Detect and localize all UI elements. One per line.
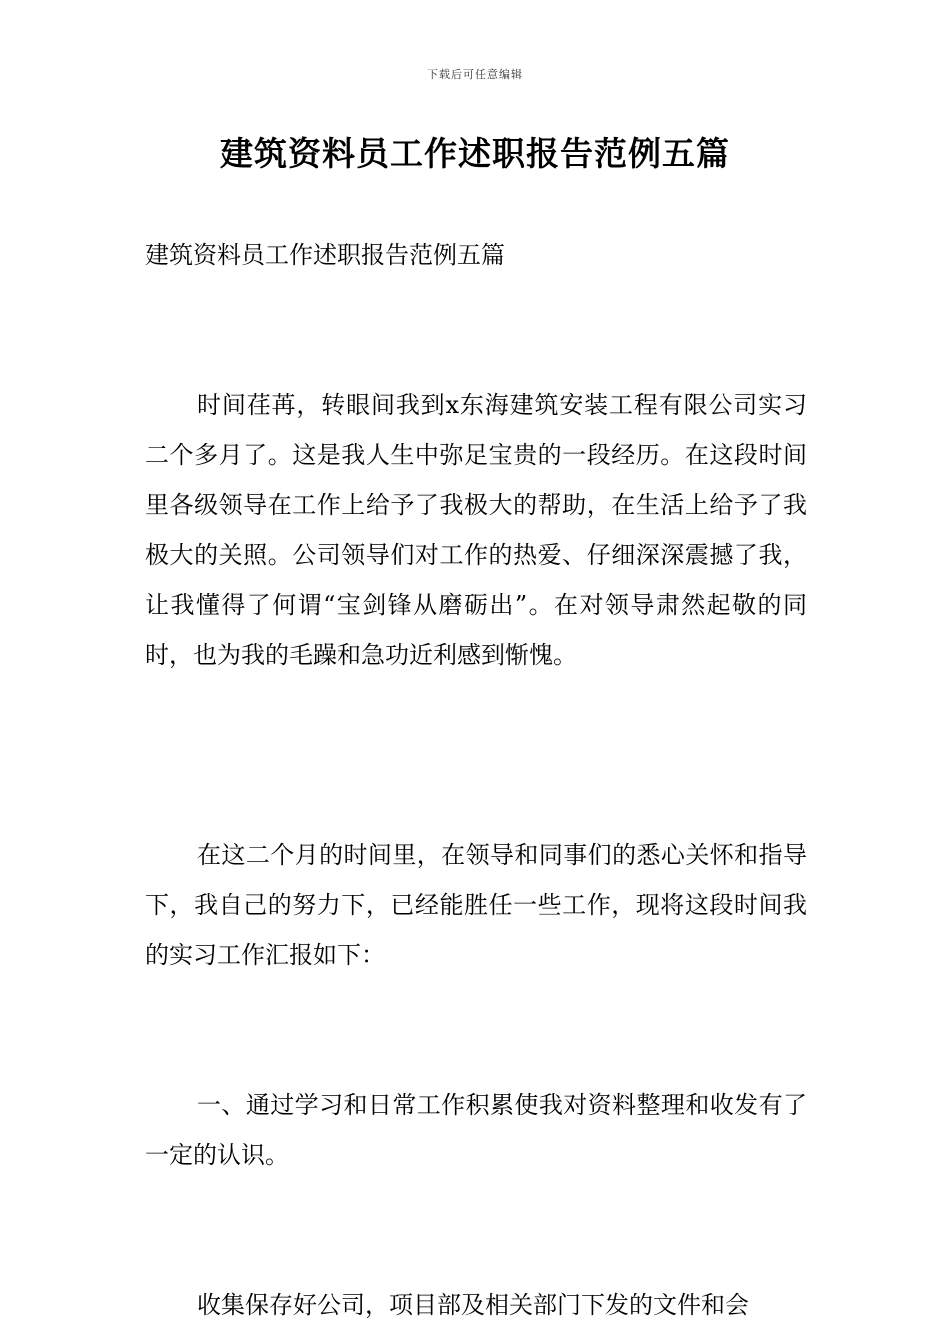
header-note: 下载后可任意编辑 <box>427 68 523 81</box>
spacer <box>145 1180 807 1230</box>
paragraph-summary: 在这二个月的时间里，在领导和同事们的悉心关怀和指导下，我自己的努力下，已经能胜任一些工作，现将这段时间我的实习工作汇报如下： <box>145 841 807 969</box>
spacer <box>145 330 807 380</box>
spacer <box>145 680 807 830</box>
paragraph-intro: 时间荏苒，转眼间我到x东海建筑安装工程有限公司实习二个多月了。这是我人生中弥足宝贵的一段经历。在这段时间里各级领导在工作上给予了我极大的帮助，在生活上给予了我极大的关照。公司领导们对工作的热爱、仔细深深震撼了我，让我懂得了何谓“宝剑锋从磨砺出”。在对领导肃然起敬的同时，也为我的毛躁和急功近利感到惭愧。 <box>145 391 807 669</box>
paragraph-collection: 收集保存好公司，项目部及相关部门下发的文件和会 <box>197 1291 749 1319</box>
spacer <box>145 1230 807 1280</box>
spacer <box>145 980 807 1030</box>
document-subtitle: 建筑资料员工作述职报告范例五篇 <box>145 241 505 269</box>
paragraph-section-one: 一、通过学习和日常工作积累使我对资料整理和收发有了一定的认识。 <box>145 1091 807 1169</box>
document-body <box>145 230 807 1330</box>
spacer <box>145 280 807 330</box>
spacer <box>145 1030 807 1080</box>
document-title: 建筑资料员工作述职报告范例五篇 <box>220 134 730 173</box>
